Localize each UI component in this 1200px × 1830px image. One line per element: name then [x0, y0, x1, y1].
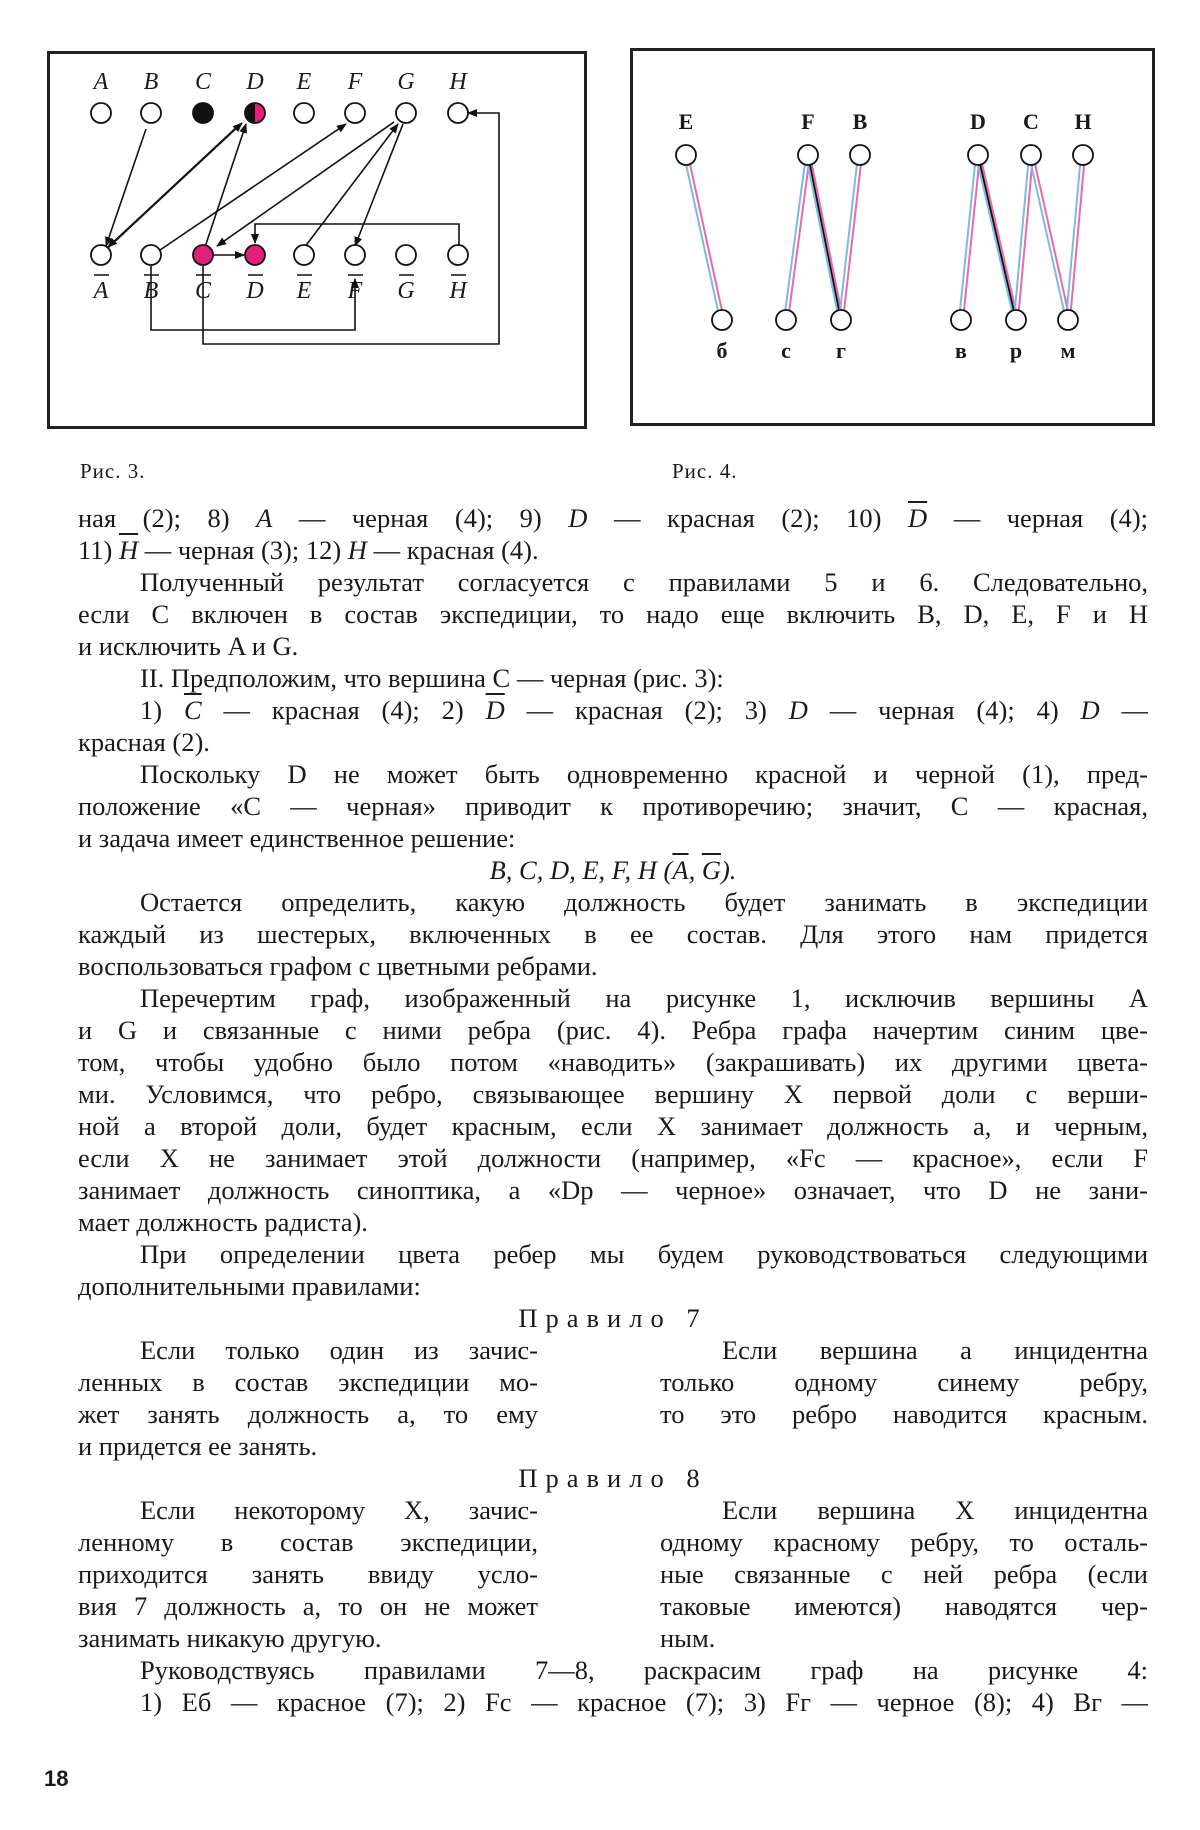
paragraph-redraw-line: и G и связанные с ними ребра (рис. 4). Ребра графа начертим синим цве-: [78, 1015, 1148, 1045]
node-f-bar: [345, 245, 365, 265]
figure-3-caption: Рис. 3.: [80, 459, 146, 483]
rule-line: ные связанные с ней ребра (если: [660, 1559, 1148, 1589]
edge-cbar-d: [205, 124, 246, 247]
node-e: [294, 103, 314, 123]
assumption-steps-line: красная (2).: [78, 727, 210, 757]
node-bottom-2: [831, 310, 851, 330]
rule-7-right: [660, 1334, 1148, 1462]
rule-line: одному красному ребру, то осталь-: [660, 1527, 1148, 1557]
paragraph-assumption: II. Предположим, что вершина C — черная (рис. 3):: [140, 663, 724, 693]
rule-line: таковые имеются) наводятся чер-: [660, 1591, 1148, 1621]
figure-3-bottom-labels: [92, 275, 469, 304]
edge-cbar-h: [203, 113, 499, 344]
paragraph-rules-intro-line: дополнительными правилами:: [78, 1271, 421, 1301]
node-g-bar: [396, 245, 416, 265]
label-bottom-a-bar: A: [93, 278, 109, 304]
paragraph-result-line: и исключить A и G.: [78, 631, 299, 661]
rule-7-left: [78, 1334, 538, 1462]
rule-line: вия 7 должность a, то он не может: [78, 1591, 538, 1621]
label-top-a: A: [93, 69, 109, 95]
node-top-h: [1073, 145, 1093, 165]
label-top-c: C: [1023, 109, 1039, 134]
rule-line: Если вершина X инцидентна: [722, 1495, 1148, 1525]
paragraph-remaining-line: Остается определить, какую должность будет занимать в экспедиции: [140, 887, 1148, 917]
figure-3-top-labels: [92, 69, 469, 95]
rule-line: ным.: [660, 1623, 716, 1653]
node-top-b: [850, 145, 870, 165]
label-bottom-3: в: [955, 338, 967, 363]
text-line-2: 11) $\overline{H}$ — черная (3); 12) H — красная (4).: [78, 535, 539, 565]
rule-8-title: Правило 8: [518, 1463, 708, 1493]
text-line-1: ная (2); 8) A — черная (4); 9) D — красная (2); 10) $\overline{D}$ — черная (4);: [78, 503, 1149, 533]
rule-7-title: Правило 7: [518, 1303, 708, 1333]
figure-3-edges: [106, 113, 499, 344]
label-bottom-c-bar: C: [194, 278, 212, 304]
figure-4-graph: [633, 51, 1152, 423]
edge-c-4: [1014, 155, 1033, 320]
paragraph-coloring-steps: 1) Eб — красное (7); 2) Fc — красное (7); 3) Fг — черное (8); 4) Bг —: [140, 1687, 1148, 1717]
solution-formula: B, C, D, E, F, H ($\overline{A}$, $\overline{G}$).: [489, 855, 737, 885]
node-bottom-4: [1006, 310, 1026, 330]
label-top-g: G: [397, 69, 415, 95]
label-bottom-e-bar: E: [296, 278, 312, 304]
node-g: [396, 103, 416, 123]
label-top-d: D: [970, 109, 986, 134]
figure-3-graph: [50, 54, 584, 426]
paragraph-redraw-line: ми. Условимся, что ребро, связывающее вершину X первой доли с верши-: [78, 1079, 1148, 1109]
label-bottom-5: м: [1060, 338, 1076, 363]
figure-3-top-nodes: [91, 103, 468, 123]
page-number: 18: [44, 1766, 69, 1791]
paragraph-remaining-line: каждый из шестерых, включенных в ее состав. Для этого нам придется: [78, 919, 1148, 949]
paragraph-coloring: Руководствуясь правилами 7—8, раскрасим граф на рисунке 4:: [140, 1655, 1148, 1685]
label-top-d: D: [246, 69, 264, 95]
paragraph-redraw-line: Перечертим граф, изображенный на рисунке 1, исключив вершины A: [140, 983, 1148, 1013]
node-c: [193, 103, 213, 123]
label-top-c: C: [194, 69, 212, 95]
rule-line: ленных в состав экспедиции мо-: [78, 1367, 538, 1397]
label-top-b: B: [852, 109, 868, 134]
node-d: [245, 103, 265, 123]
edge-f-1: [784, 155, 810, 320]
node-bottom-3: [951, 310, 971, 330]
body-text: [78, 502, 1148, 1718]
edge-d-abar: [108, 124, 240, 247]
edge-b-abar: [106, 129, 146, 246]
figure-4-bottom-labels: [717, 338, 1076, 363]
label-bottom-2: г: [836, 338, 846, 363]
rule-8-columns: [78, 1494, 1148, 1654]
node-top-d: [968, 145, 988, 165]
rule-8-left: [78, 1494, 538, 1654]
paragraph-redraw-line: ной a второй доли, будет красным, если X занимает должность a, и черным,: [78, 1111, 1148, 1141]
rule-7-columns: [78, 1334, 1148, 1462]
label-bottom-b-bar: B: [143, 278, 159, 304]
edge-d-3: [959, 155, 980, 320]
label-bottom-f-bar: F: [347, 278, 363, 304]
figure-3: [47, 51, 587, 429]
rule-line: только одному синему ребру,: [660, 1367, 1148, 1397]
paragraph-contradiction-line: и задача имеет единственное решение:: [78, 823, 516, 853]
figure-4-edges: [684, 155, 1085, 320]
rule-line: занимать никакую другую.: [78, 1623, 382, 1653]
edge-h-5: [1066, 155, 1085, 320]
label-bottom-h-bar: H: [449, 278, 467, 304]
paragraph-redraw-line: занимает должность синоптика, а «Dp — черное» означает, что D не зани-: [78, 1175, 1148, 1205]
node-f: [345, 103, 365, 123]
label-top-f: F: [801, 109, 815, 134]
paragraph-remaining-line: воспользоваться графом с цветными ребрами.: [78, 951, 598, 981]
label-bottom-g-bar: G: [397, 278, 415, 304]
edge-e-0: [684, 155, 724, 320]
assumption-steps-line: 1) $\overline{C}$ — красная (4); 2) $\overline{D}$ — красная (2); 3) D — черная (4); 4) D —: [140, 695, 1149, 725]
edge-bbar-f: [160, 124, 346, 250]
label-bottom-1: с: [781, 338, 791, 363]
node-b-bar: [141, 245, 161, 265]
rule-line: Если только один из зачис-: [140, 1335, 538, 1365]
label-top-e: E: [296, 69, 312, 95]
paragraph-redraw-line: если X не занимает этой должности (например, «Fc — красное», если F: [78, 1143, 1148, 1173]
figure-4-caption: Рис. 4.: [672, 459, 738, 483]
node-top-e: [676, 145, 696, 165]
edge-d-4: [976, 155, 1018, 320]
paragraph-result-line: Полученный результат согласуется с правилами 5 и 6. Следовательно,: [140, 567, 1148, 597]
paragraph-redraw-line: мает должность радиста).: [78, 1207, 368, 1237]
node-e-bar: [294, 245, 314, 265]
node-h: [448, 103, 468, 123]
edge-g-fbar: [355, 124, 403, 246]
figure-3-bottom-nodes: [91, 245, 468, 265]
paragraph-rules-intro-line: При определении цвета ребер мы будем руководствоваться следующими: [140, 1239, 1148, 1269]
label-top-b: B: [143, 69, 159, 95]
node-b: [141, 103, 161, 123]
edge-b-2: [839, 155, 862, 320]
label-top-f: F: [347, 69, 363, 95]
edge-g-cbar: [217, 122, 394, 246]
figure-4-top-labels: [679, 109, 1092, 134]
label-bottom-d-bar: D: [246, 278, 264, 304]
label-top-e: E: [678, 109, 694, 134]
node-top-c: [1021, 145, 1041, 165]
paragraph-contradiction-line: Поскольку D не может быть одновременно красной и черной (1), пред-: [140, 759, 1148, 789]
node-a: [91, 103, 111, 123]
paragraph-result-line: если C включен в состав экспедиции, то надо еще включить B, D, E, F и H: [78, 599, 1148, 629]
rule-line: ленному в состав экспедиции,: [78, 1527, 538, 1557]
node-bottom-1: [776, 310, 796, 330]
node-bottom-5: [1058, 310, 1078, 330]
paragraph-redraw-line: том, чтобы удобно было потом «наводить» (закрашивать) их другими цвета-: [78, 1047, 1148, 1077]
node-top-f: [798, 145, 818, 165]
rule-line: то это ребро наводится красным.: [660, 1399, 1148, 1429]
rule-line: Если некоторому X, зачис-: [140, 1495, 538, 1525]
rule-line: и придется ее занять.: [78, 1431, 318, 1461]
node-h-bar: [448, 245, 468, 265]
node-a-bar: [91, 245, 111, 265]
edge-f-2: [806, 155, 843, 320]
rule-8-right: [660, 1494, 1148, 1654]
edge-c-5: [1029, 155, 1070, 320]
node-d-bar: [245, 245, 265, 265]
figure-4: [630, 48, 1155, 426]
label-bottom-0: б: [716, 338, 728, 363]
label-top-h: H: [1074, 109, 1092, 134]
rule-line: приходится занять ввиду усло-: [78, 1559, 538, 1589]
rule-line: жет занять должность a, то ему: [78, 1399, 538, 1429]
rule-line: Если вершина a инцидентна: [722, 1335, 1148, 1365]
label-top-h: H: [449, 69, 467, 95]
paragraph-contradiction-line: положение «C — черная» приводит к противоречию; значит, C — красная,: [78, 791, 1148, 821]
label-bottom-4: р: [1009, 338, 1023, 363]
node-c-bar: [193, 245, 213, 265]
node-bottom-0: [712, 310, 732, 330]
